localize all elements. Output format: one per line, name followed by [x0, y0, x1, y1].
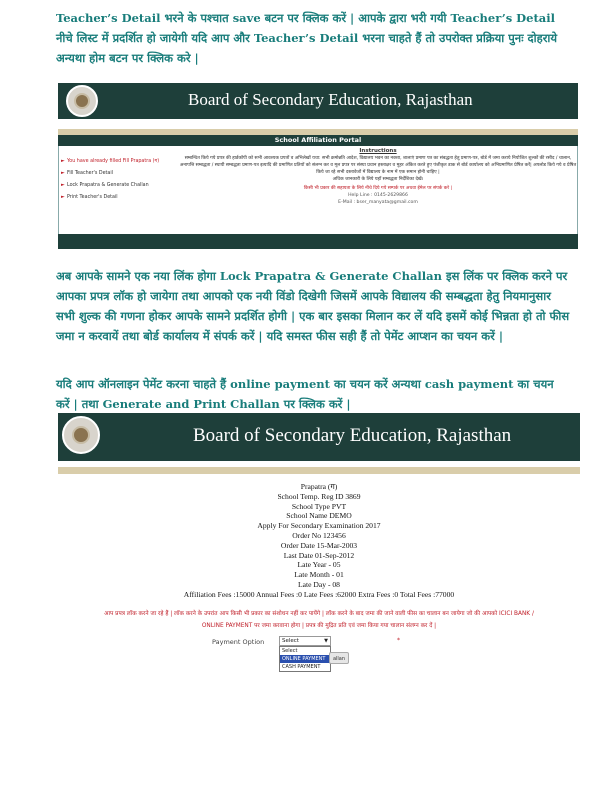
arrow-right-icon: ► [61, 195, 65, 200]
late-day: Late Day - 08 [298, 579, 340, 589]
payment-option-label: Payment Option [212, 637, 265, 646]
more-info-link[interactable]: अधिक जानकारी के लिये यहाँ सम्बद्धता निर्देशिका देखें। [332, 177, 424, 182]
instructions-body: सम्बन्धित किये गये प्रपत्र की हार्डकॉपी को सभी आवश्यक प्रपत्रों व अभिलेखों यथा: सभी क्रमोन्नति आदेश, विद्यालय भवन का नक्शा, शालाएं प्रमाण पत्र का संबद्धता हेतु प्रमाण-पत्र, बोर्ड में जमा कराये नियोजित शुल्कों की रसीद / चालान, अनापत्ति सम्बद्धता / स्थायी सम्बद्धता प्रमाण-पत्र इत्यादि की प्रमाणित प्रतियों को संलग्न कर व मूल प्रपत्र पर संस्था प्रधान हस्ताक्षर व मुहर अंकित करते हुए पंजीकृत डाक से बोर्ड कार्यालय को अभिप्रमाणित प्रेषित करें| अपलोड किये गये व प्रेषित किये जा रहे सभी दस्तावेजों में विद्यालय के नाम में एक समान होनी चाहिए | [179, 156, 577, 175]
divider [58, 467, 580, 474]
arrow-right-icon: ► [61, 159, 65, 164]
arrow-right-icon: ► [61, 171, 65, 176]
school-name: School Name DEMO [286, 511, 352, 521]
dropdown-option-select[interactable]: Select [282, 647, 298, 654]
dropdown-option-cash[interactable]: CASH PAYMENT [282, 663, 321, 670]
apply-for: Apply For Secondary Examination 2017 [257, 521, 381, 531]
dropdown-option-online[interactable]: ONLINE PAYMENT [280, 655, 330, 663]
order-date: Order Date 15-Mar-2003 [280, 540, 358, 550]
fees-summary: Affiliation Fees :15000 Annual Fees :0 Late Fees :62000 Extra Fees :0 Total Fees :77000 [183, 589, 455, 599]
chevron-down-icon: ▼ [324, 637, 328, 644]
required-marker: * [397, 636, 400, 644]
prapatra-label: Prapatra (ग) [300, 482, 338, 491]
menu-item-fill-teacher-detail[interactable]: ► Fill Teacher's Detail [61, 168, 179, 180]
portal-footer [58, 234, 578, 249]
late-year: Late Year - 05 [297, 560, 341, 570]
portal-title: School Affiliation Portal [58, 135, 578, 146]
instruction-para-1: Teacher’s Detail भरने के पश्चात save बटन पर क्लिक करें | आपके द्वारा भरी गयी Teacher’s Detail नीचे लिस्ट में प्रदर्शित हो जायेगी यदि आप और Teacher’s Detail भरना चाहते हैं तो उपरोक्त प्रक्रिया पुनः दोहराये अन्यथा होम बटन पर क्लिक करे | [56, 11, 558, 65]
portal-menu [61, 156, 179, 204]
instructions-panel [179, 148, 577, 206]
board-banner [58, 413, 580, 461]
school-type: School Type PVT [291, 501, 347, 511]
board-title: Board of Secondary Education, Rajasthan [193, 425, 512, 446]
instruction-para-2: अब आपके सामने एक नया लिंक होगा Lock Prapatra & Generate Challan इस लिंक पर क्लिक करने पर आपका प्रपत्र लॉक हो जायेगा तथा आपको एक नयी विंडो दिखेगी जिसमें आपके विद्यालय की सम्बद्धता हेतु नियमानुसार सभी शुल्क की गणना होकर आपके सामने प्रदर्शित होगी | एक बार इसका मिलान कर लें यदि इसमें कोई भिन्नता हो तो फीस जमा न करवायें तथा बोर्ड कार्यालय में संपर्क करें | यदि समस्त फीस सही हैं तो पेमेंट आप्शन का चयन करें | [56, 269, 570, 343]
late-month: Late Month - 01 [294, 570, 344, 580]
help-note: किसी भी प्रकार की सहायता के लिये नीचे दिये गये सम्पर्क पर अथवा ईमेल पर संपर्क करे | [303, 186, 453, 191]
challan-details [58, 474, 580, 600]
board-title: Board of Secondary Education, Rajasthan [188, 90, 473, 109]
payment-option-select[interactable]: Select ▼ [279, 636, 331, 646]
email: E-Mail : bser_manyata@gmail.com [338, 200, 418, 205]
generate-challan-button[interactable]: allan [329, 652, 349, 664]
payment-option-row [58, 636, 580, 676]
portal-screenshot [58, 83, 578, 245]
instructions-heading: Instructions [359, 148, 397, 154]
menu-item-lock-prapatra[interactable]: ► Lock Prapatra & Generate Challan [61, 180, 179, 192]
menu-item-print-teacher-detail[interactable]: ► Print Teacher's Detail [61, 192, 179, 204]
instruction-para-3: यदि आप ऑनलाइन पेमेंट करना चाहते हैं online payment का चयन करें अन्यथा cash payment का चयन करें | तथा Generate and Print Challan पर क्लिक करें | [56, 377, 554, 411]
board-banner [58, 83, 578, 119]
last-date: Last Date 01-Sep-2012 [283, 550, 355, 560]
order-no: Order No 123456 [292, 530, 346, 540]
lock-warning-line-1: आप प्रपत्र लॉक करने जा रहे हैं | लॉक करने के उपरांत आप किसी भी प्रकार का संशोधन नहीं कर पायेंगे | लॉक करने के बाद जमा की जाने वाली फीस का चालान बन जायेगा जो की आपको ICICI BANK / [104, 610, 534, 617]
lock-warning-line-2: ONLINE PAYMENT पर जमा करवाना होगा | प्रपत्र की मुद्रित प्रति एवं जमा किया गया चालान संलग्न कर दें | [201, 622, 437, 629]
payment-option-dropdown [279, 646, 331, 672]
school-reg-id: School Temp. Reg ID 3869 [277, 491, 361, 501]
board-seal-icon [62, 416, 100, 454]
menu-item-fill-prapatra[interactable]: ► You have already filled Fill Prapatra (ग) [61, 156, 179, 168]
helpline: Help Line : 0145-2629866 [348, 193, 408, 198]
arrow-right-icon: ► [61, 183, 65, 188]
challan-screenshot [58, 413, 580, 703]
board-seal-icon [66, 85, 98, 117]
lock-warning [58, 608, 580, 632]
